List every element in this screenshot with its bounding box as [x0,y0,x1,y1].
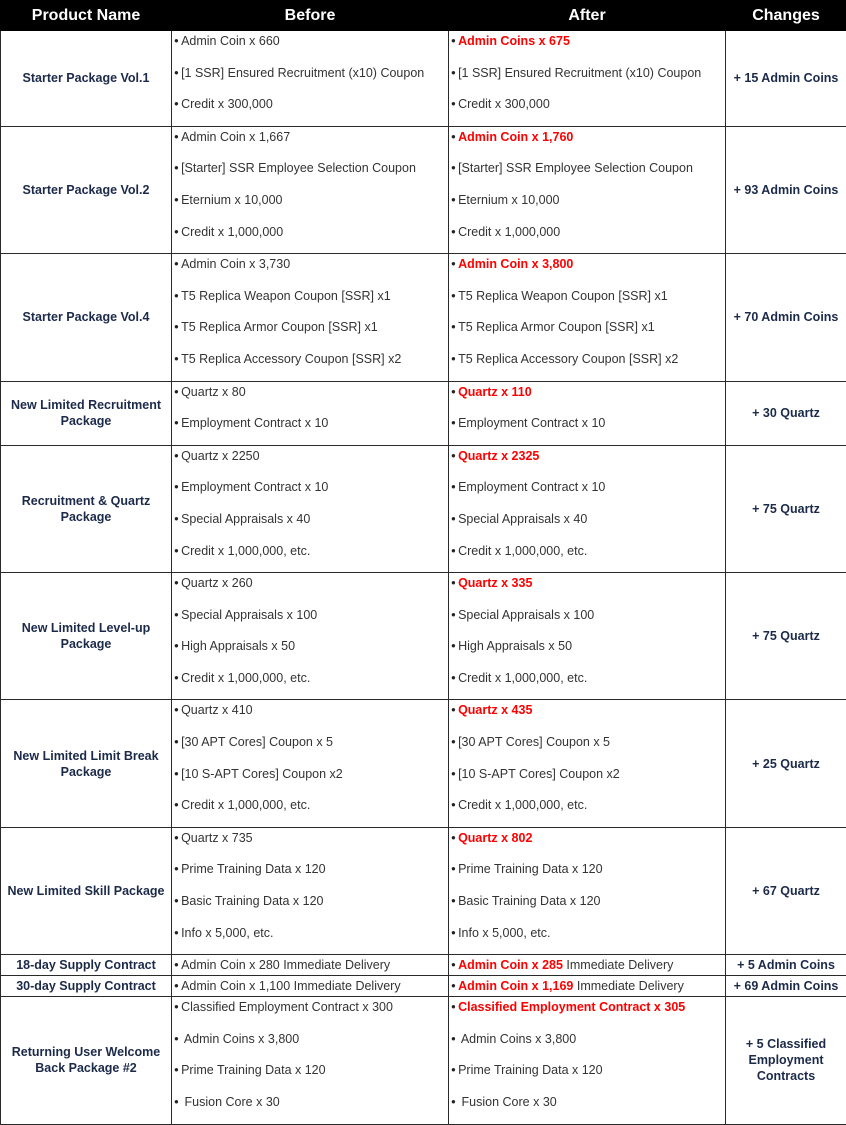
before-item [174,976,448,996]
after-item-text: Credit x 300,000 [458,97,550,111]
before-item-text: Admin Coin x 1,667 [181,130,290,144]
after-item-highlight: Admin Coins x 675 [458,34,570,48]
before-item [174,997,448,1029]
before-cell [172,700,449,827]
after-item-text: Basic Training Data x 120 [458,894,600,908]
table-row [1,126,846,253]
product-name-cell: Starter Package Vol.1 [1,31,172,127]
before-item [174,955,448,975]
before-item [174,94,448,126]
after-item [451,190,725,222]
table-body [1,31,846,1125]
after-item [451,573,725,605]
table-row [1,254,846,381]
after-item-text: Eternium x 10,000 [458,193,559,207]
before-cell [172,827,449,954]
after-item [451,859,725,891]
before-item [174,668,448,700]
before-cell [172,381,449,445]
before-item-text: Admin Coins x 3,800 [181,1032,299,1046]
after-item [451,955,725,975]
product-name-cell: New Limited Level-up Package [1,573,172,700]
before-item [174,190,448,222]
before-item [174,127,448,159]
product-name-cell: New Limited Recruitment Package [1,381,172,445]
after-item [451,668,725,700]
before-item-text: Special Appraisals x 40 [181,512,310,526]
change-cell: + 25 Quartz [726,700,846,827]
before-item [174,700,448,732]
table-row [1,700,846,827]
after-cell [449,445,726,572]
before-item-text: Prime Training Data x 120 [181,1063,326,1077]
before-item-text: Quartz x 80 [181,385,246,399]
change-cell: + 93 Admin Coins [726,126,846,253]
before-item [174,636,448,668]
after-item-text: Employment Contract x 10 [458,480,605,494]
after-item [451,158,725,190]
before-item-text: Admin Coin x 3,730 [181,257,290,271]
before-item [174,158,448,190]
product-name-cell: Starter Package Vol.2 [1,126,172,253]
table-row [1,573,846,700]
change-cell: + 70 Admin Coins [726,254,846,381]
change-cell: + 30 Quartz [726,381,846,445]
after-item-text: Credit x 1,000,000 [458,225,560,239]
after-cell [449,31,726,127]
header-changes: Changes [726,1,846,31]
product-name-cell: Recruitment & Quartz Package [1,445,172,572]
before-item-text: Employment Contract x 10 [181,416,328,430]
before-cell [172,445,449,572]
after-cell [449,573,726,700]
before-item-text: Prime Training Data x 120 [181,862,326,876]
after-item [451,127,725,159]
before-item [174,254,448,286]
before-item-text: Quartz x 2250 [181,449,260,463]
after-item [451,382,725,414]
before-item [174,31,448,63]
before-item-text: Info x 5,000, etc. [181,926,273,940]
before-item-text: Fusion Core x 30 [181,1095,280,1109]
product-name-cell: Starter Package Vol.4 [1,254,172,381]
before-item [174,446,448,478]
before-cell [172,573,449,700]
before-item [174,605,448,637]
before-item-text: Credit x 1,000,000, etc. [181,544,310,558]
after-item-highlight: Admin Coin x 285 [458,958,563,972]
before-item-text: Quartz x 410 [181,703,253,717]
after-item-highlight: Quartz x 435 [458,703,532,717]
table-row [1,976,846,997]
after-item-highlight: Quartz x 335 [458,576,532,590]
after-item-text: T5 Replica Accessory Coupon [SSR] x2 [458,352,678,366]
after-item-text: [30 APT Cores] Coupon x 5 [458,735,610,749]
before-item [174,286,448,318]
after-item [451,413,725,445]
before-item [174,1092,448,1124]
change-cell: + 5 Classified Employment Contracts [726,997,846,1124]
table-row [1,997,846,1124]
after-item-text: [10 S-APT Cores] Coupon x2 [458,767,620,781]
change-cell: + 69 Admin Coins [726,976,846,997]
after-item-text: T5 Replica Armor Coupon [SSR] x1 [458,320,655,334]
change-cell: + 15 Admin Coins [726,31,846,127]
before-item [174,382,448,414]
before-item [174,732,448,764]
before-item-text: [Starter] SSR Employee Selection Coupon [181,161,416,175]
before-item [174,541,448,573]
after-item [451,923,725,955]
after-item [451,63,725,95]
after-item [451,1060,725,1092]
product-name-cell: New Limited Skill Package [1,827,172,954]
after-item [451,700,725,732]
before-cell [172,126,449,253]
after-item-highlight: Quartz x 110 [458,385,532,399]
after-item [451,1029,725,1061]
before-cell [172,955,449,976]
before-cell [172,254,449,381]
before-item [174,413,448,445]
header-before: Before [172,1,449,31]
after-cell [449,827,726,954]
after-item-text: Credit x 1,000,000, etc. [458,798,587,812]
after-item-highlight: Admin Coin x 1,169 [458,979,573,993]
after-item-text: Employment Contract x 10 [458,416,605,430]
after-item [451,317,725,349]
before-cell [172,976,449,997]
before-item-text: Credit x 1,000,000, etc. [181,671,310,685]
before-item [174,891,448,923]
before-item-text: Admin Coin x 660 [181,34,280,48]
after-item [451,795,725,827]
after-item [451,605,725,637]
after-cell [449,700,726,827]
after-item [451,976,725,996]
before-item-text: Quartz x 260 [181,576,253,590]
before-item [174,795,448,827]
after-item [451,254,725,286]
table-row [1,827,846,954]
before-item [174,764,448,796]
after-item-text: [1 SSR] Ensured Recruitment (x10) Coupon [458,66,701,80]
change-cell: + 5 Admin Coins [726,955,846,976]
header-product-name: Product Name [1,1,172,31]
after-item [451,94,725,126]
before-item [174,828,448,860]
before-item-text: T5 Replica Accessory Coupon [SSR] x2 [181,352,401,366]
before-item [174,349,448,381]
after-item-text: Special Appraisals x 100 [458,608,594,622]
after-cell [449,976,726,997]
after-item-text: [Starter] SSR Employee Selection Coupon [458,161,693,175]
before-item-text: Classified Employment Contract x 300 [181,1000,393,1014]
after-item [451,349,725,381]
after-item-text: Info x 5,000, etc. [458,926,550,940]
before-item-text: [10 S-APT Cores] Coupon x2 [181,767,343,781]
after-item-text: Immediate Delivery [563,958,673,972]
after-item-text: Immediate Delivery [573,979,683,993]
before-item [174,222,448,254]
after-item-highlight: Classified Employment Contract x 305 [458,1000,685,1014]
before-item [174,63,448,95]
before-cell [172,997,449,1124]
before-item-text: Quartz x 735 [181,831,253,845]
after-item [451,891,725,923]
after-item [451,446,725,478]
after-cell [449,955,726,976]
change-cell: + 75 Quartz [726,445,846,572]
before-cell [172,31,449,127]
before-item-text: Credit x 1,000,000 [181,225,283,239]
header-after: After [449,1,726,31]
table-row [1,955,846,976]
before-item-text: T5 Replica Weapon Coupon [SSR] x1 [181,289,391,303]
before-item-text: [30 APT Cores] Coupon x 5 [181,735,333,749]
before-item [174,1060,448,1092]
before-item-text: Credit x 1,000,000, etc. [181,798,310,812]
after-item [451,541,725,573]
table-row [1,445,846,572]
product-name-cell: 30-day Supply Contract [1,976,172,997]
before-item-text: Eternium x 10,000 [181,193,282,207]
after-item-text: Admin Coins x 3,800 [458,1032,576,1046]
before-item-text: High Appraisals x 50 [181,639,295,653]
after-item-text: Fusion Core x 30 [458,1095,557,1109]
before-item [174,859,448,891]
product-name-cell: Returning User Welcome Back Package #2 [1,997,172,1124]
before-item-text: Employment Contract x 10 [181,480,328,494]
after-item-highlight: Admin Coin x 3,800 [458,257,573,271]
before-item-text: T5 Replica Armor Coupon [SSR] x1 [181,320,378,334]
after-item-highlight: Admin Coin x 1,760 [458,130,573,144]
after-cell [449,997,726,1124]
after-item [451,509,725,541]
table-row [1,31,846,127]
before-item-text: Basic Training Data x 120 [181,894,323,908]
after-item [451,636,725,668]
after-item [451,1092,725,1124]
before-item [174,317,448,349]
before-item [174,509,448,541]
after-item-text: Prime Training Data x 120 [458,862,603,876]
after-cell [449,126,726,253]
after-item-text: High Appraisals x 50 [458,639,572,653]
before-item-text: Special Appraisals x 100 [181,608,317,622]
before-item-text: Admin Coin x 1,100 Immediate Delivery [181,979,401,993]
change-cell: + 75 Quartz [726,573,846,700]
before-item-text: Admin Coin x 280 Immediate Delivery [181,958,390,972]
after-item [451,997,725,1029]
product-name-cell: 18-day Supply Contract [1,955,172,976]
after-item-text: Credit x 1,000,000, etc. [458,544,587,558]
header-row [1,1,846,31]
after-item-text: Special Appraisals x 40 [458,512,587,526]
after-item-highlight: Quartz x 2325 [458,449,539,463]
before-item [174,1029,448,1061]
after-item [451,477,725,509]
after-item-highlight: Quartz x 802 [458,831,532,845]
after-cell [449,381,726,445]
after-item-text: Prime Training Data x 120 [458,1063,603,1077]
after-item-text: Credit x 1,000,000, etc. [458,671,587,685]
after-item [451,222,725,254]
after-cell [449,254,726,381]
after-item [451,764,725,796]
before-item [174,923,448,955]
table-row [1,381,846,445]
after-item [451,286,725,318]
before-item [174,477,448,509]
after-item [451,732,725,764]
before-item-text: Credit x 300,000 [181,97,273,111]
before-item-text: [1 SSR] Ensured Recruitment (x10) Coupon [181,66,424,80]
after-item [451,31,725,63]
product-name-cell: New Limited Limit Break Package [1,700,172,827]
after-item [451,828,725,860]
after-item-text: T5 Replica Weapon Coupon [SSR] x1 [458,289,668,303]
before-item [174,573,448,605]
change-cell: + 67 Quartz [726,827,846,954]
